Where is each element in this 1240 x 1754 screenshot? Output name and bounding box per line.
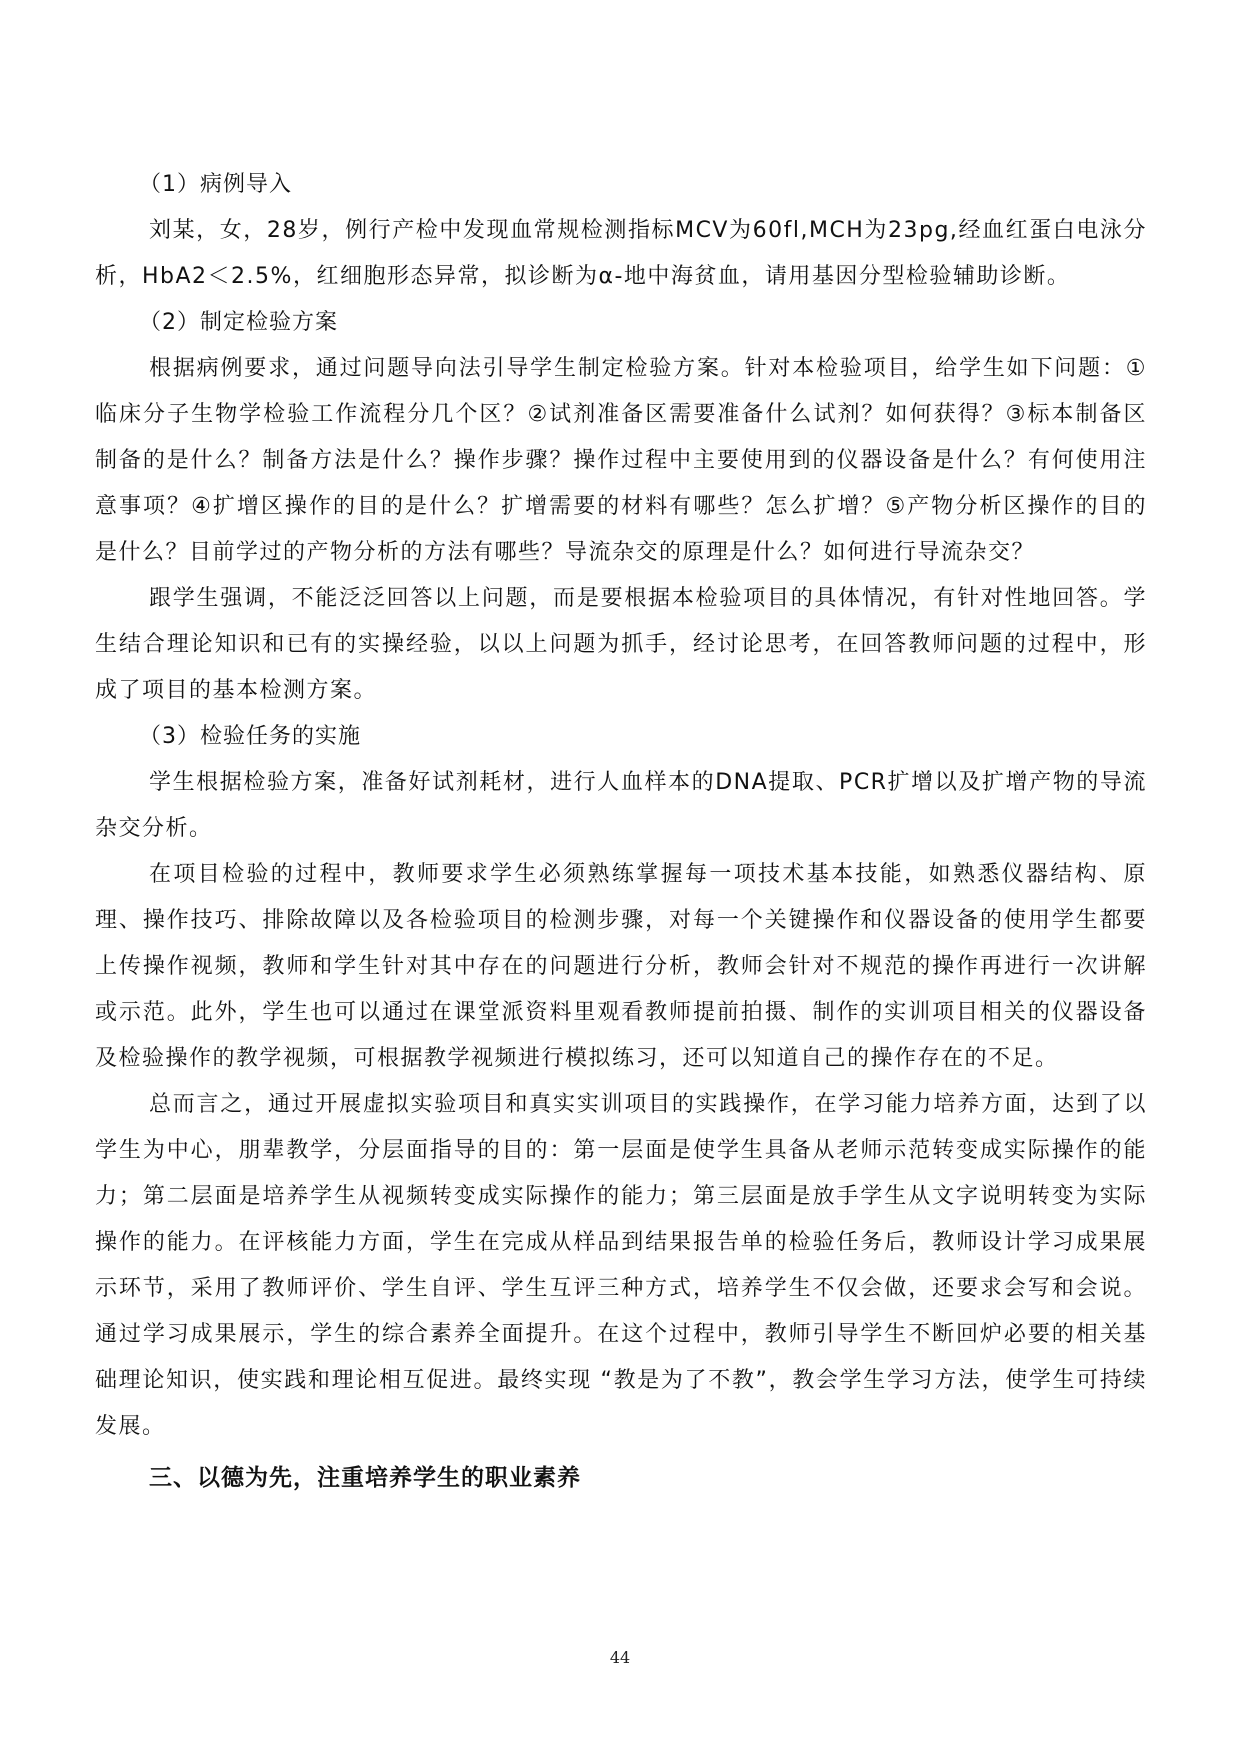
paragraph-plan-emphasis: 跟学生强调，不能泛泛回答以上问题，而是要根据本检验项目的具体情况，有针对性地回答。学生结合理论知识和已有的实操经验，以以上问题为抓手，经讨论思考，在回答教师问题的过程中，形成了项目的基本检测方案。 xyxy=(95,586,1147,703)
page-body xyxy=(95,162,1147,1502)
paragraph-plan-questions: 根据病例要求，通过问题导向法引导学生制定检验方案。针对本检验项目，给学生如下问题：①临床分子生物学检验工作流程分几个区？②试剂准备区需要准备什么试剂？如何获得？③标本制备区制备的是什么？制备方法是什么？操作步骤？操作过程中主要使用到的仪器设备是什么？有何使用注意事项？④扩增区操作的目的是什么？扩增需要的材料有哪些？怎么扩增？⑤产物分析区操作的目的是什么？目前学过的产物分析的方法有哪些？导流杂交的原理是什么？如何进行导流杂交？ xyxy=(95,356,1147,565)
subheading-plan: （2）制定检验方案 xyxy=(139,310,338,335)
paragraph-case-description: 刘某，女，28岁，例行产检中发现血常规检测指标MCV为60fl,MCH为23pg,经血红蛋白电泳分析，HbA2＜2.5%，红细胞形态异常，拟诊断为α-地中海贫血，请用基因分型检验辅助诊断。 xyxy=(95,218,1147,289)
paragraph-implementation-summary: 总而言之，通过开展虚拟实验项目和真实实训项目的实践操作，在学习能力培养方面，达到了以学生为中心，朋辈教学，分层面指导的目的：第一层面是使学生具备从老师示范转变成实际操作的能力；第二层面是培养学生从视频转变成实际操作的能力；第三层面是放手学生从文字说明转变为实际操作的能力。在评核能力方面，学生在完成从样品到结果报告单的检验任务后，教师设计学习成果展示环节，采用了教师评价、学生自评、学生互评三种方式，培养学生不仅会做，还要求会写和会说。通过学习成果展示，学生的综合素养全面提升。在这个过程中，教师引导学生不断回炉必要的相关基础理论知识，使实践和理论相互促进。最终实现 “教是为了不教”，教会学生学习方法，使学生可持续发展。 xyxy=(95,1092,1147,1439)
section-heading: 三、以德为先，注重培养学生的职业素养 xyxy=(149,1465,581,1491)
paragraph-implementation-skills: 在项目检验的过程中，教师要求学生必须熟练掌握每一项技术基本技能，如熟悉仪器结构、原理、操作技巧、排除故障以及各检验项目的检测步骤，对每一个关键操作和仪器设备的使用学生都要上传操作视频，教师和学生针对其中存在的问题进行分析，教师会针对不规范的操作再进行一次讲解或示范。此外，学生也可以通过在课堂派资料里观看教师提前拍摄、制作的实训项目相关的仪器设备及检验操作的教学视频，可根据教学视频进行模拟练习，还可以知道自己的操作存在的不足。 xyxy=(95,862,1147,1071)
page-number: 44 xyxy=(609,1648,631,1667)
subheading-implementation: （3）检验任务的实施 xyxy=(139,724,361,749)
paragraph-implementation-steps: 学生根据检验方案，准备好试剂耗材，进行人血样本的DNA提取、PCR扩增以及扩增产物的导流杂交分析。 xyxy=(95,770,1147,841)
subheading-case-intro: （1）病例导入 xyxy=(139,172,292,197)
